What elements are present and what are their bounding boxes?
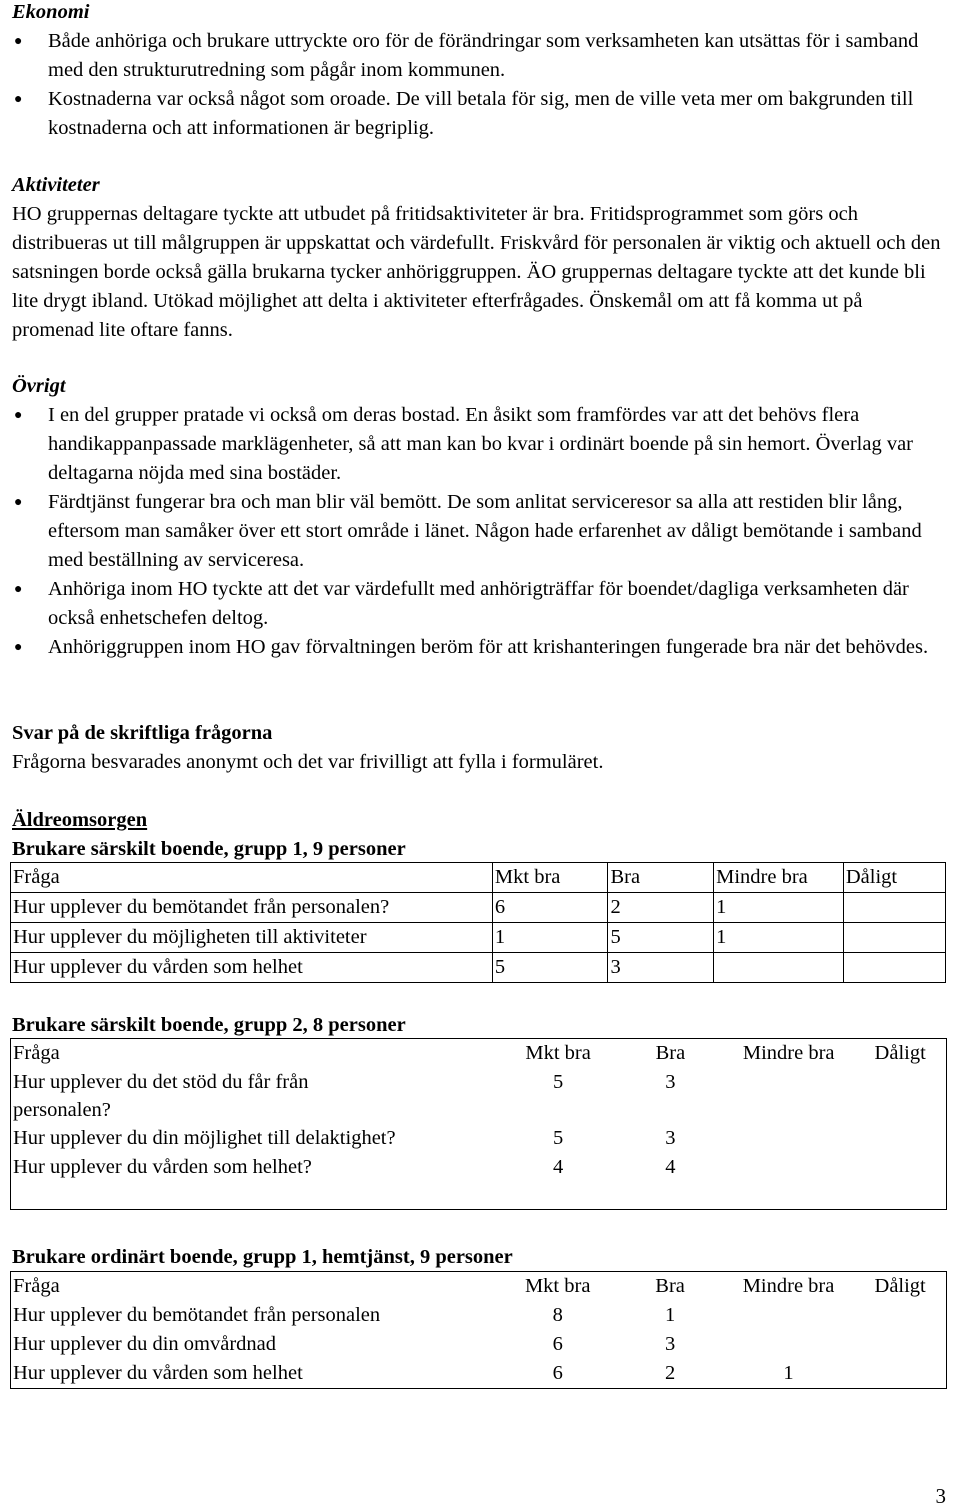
table-cell: Hur upplever du bemötandet från personalen	[13, 1304, 381, 1326]
table-cell	[714, 953, 844, 983]
table-cell: 1	[783, 1362, 794, 1384]
table-cell: 5	[553, 1127, 564, 1149]
table-cell: 6	[552, 1362, 563, 1384]
column-header: Mindre bra	[742, 1275, 835, 1297]
aktiviteter-paragraph: HO gruppernas deltagare tyckte att utbudet på fritidsaktiviteter är bra. Fritidsprogrammet som görs och distribueras ut till målgruppen är uppskattat och värdefullt. Friskvård för personalen är viktig och aktuell och den satsningen borde också gälla brukarna tycker anhöriggruppen. ÄO gruppernas deltagare tyckte att det kunde bli lite drygt ibland. Utökad möjlighet att delta i aktiviteter efterfrågades. Önskemål om att få komma ut på promenad lite oftare fanns.	[12, 203, 941, 341]
bullet-icon: ●	[14, 640, 23, 655]
table-header-row	[11, 1272, 947, 1302]
group-title: Brukare ordinärt boende, grupp 1, hemtjänst, 9 personer	[12, 1246, 513, 1268]
table-cell: 5	[608, 923, 714, 953]
table-cell: 5	[553, 1071, 564, 1093]
group-title: Brukare särskilt boende, grupp 2, 8 personer	[12, 1014, 406, 1036]
table-cell: Hur upplever du bemötandet från personalen?	[11, 893, 493, 923]
list-item: ● I en del grupper pratade vi också om deras bostad. En åsikt som framfördes var att det behövs flera handikappanpassade marklägenheter, så att man kan bo kvar i ordinärt boende på sin hemort. Överlag var deltagarna nöjda med sina bostäder.	[12, 401, 948, 488]
table-cell: Hur upplever du din omvårdnad	[13, 1333, 277, 1355]
column-header: Mindre bra	[742, 1042, 835, 1064]
bullet-icon: ●	[14, 495, 23, 510]
table-cell: Hur upplever du din möjlighet till delaktighet?	[13, 1127, 396, 1149]
survey-table-2	[10, 1038, 947, 1210]
table-row	[11, 1068, 947, 1124]
table-row	[11, 1153, 947, 1210]
list-item: ● Anhöriggruppen inom HO gav förvaltningen beröm för att krishanteringen fungerade bra när det behövdes.	[12, 633, 948, 662]
table-row	[11, 1330, 947, 1359]
column-header: Bra	[655, 1275, 685, 1297]
table-cell	[852, 1330, 946, 1359]
table-cell: Hur upplever du möjligheten till aktiviteter	[11, 923, 493, 953]
table-cell	[852, 1068, 946, 1124]
column-header: Bra	[608, 863, 714, 893]
list-item: ● Både anhöriga och brukare uttryckte oro för de förändringar som verksamheten kan utsättas för i samband med den strukturutredning som pågår inom kommunen.	[12, 27, 948, 85]
table-cell	[723, 1301, 852, 1330]
table-cell: 1	[664, 1304, 676, 1326]
bullet-icon: ●	[14, 582, 23, 597]
table-cell	[723, 1153, 852, 1210]
table-row	[11, 953, 946, 983]
column-header: Bra	[655, 1042, 686, 1064]
table-cell: 1	[714, 923, 844, 953]
table-cell: 4	[553, 1156, 564, 1178]
table-cell: 6	[492, 893, 608, 923]
section-heading-skriftliga: Svar på de skriftliga frågorna	[12, 722, 273, 744]
page-number: 3	[935, 1484, 946, 1508]
table-cell: 2	[608, 893, 714, 923]
table-cell	[723, 1330, 852, 1359]
table-cell: Hur upplever du det stöd du får från personalen?	[13, 1071, 309, 1121]
group-title: Brukare särskilt boende, grupp 1, 9 personer	[12, 838, 406, 860]
table-cell: 3	[608, 953, 714, 983]
column-header: Fråga	[13, 1275, 60, 1297]
table-row	[11, 1359, 947, 1389]
table-cell: 3	[664, 1333, 676, 1355]
column-header: Fråga	[13, 1042, 60, 1064]
table-header-row	[11, 1039, 947, 1069]
table-cell: 4	[665, 1156, 676, 1178]
table-cell: 8	[552, 1304, 563, 1326]
skriftliga-paragraph: Frågorna besvarades anonymt och det var frivilligt att fylla i formuläret.	[12, 751, 604, 773]
column-header: Dåligt	[843, 863, 945, 893]
table-cell: Hur upplever du vården som helhet	[11, 953, 493, 983]
table-cell: Hur upplever du vården som helhet	[13, 1362, 303, 1384]
table-cell: 1	[492, 923, 608, 953]
survey-table-3	[10, 1271, 947, 1389]
column-header: Dåligt	[874, 1042, 926, 1064]
table-cell	[843, 893, 945, 923]
list-item: ● Färdtjänst fungerar bra och man blir väl bemött. De som anlitat serviceresor sa alla att restiden blir lång, eftersom man samåker över ett stort område i länet. Någon hade erfarenhet av dåligt bemötande i samband med beställning av serviceresa.	[12, 488, 948, 575]
list-item: ● Kostnaderna var också något som oroade. De vill betala för sig, men de ville veta mer om bakgrunden till kostnaderna och att informationen är begriplig.	[12, 85, 948, 143]
survey-table-1	[10, 862, 946, 983]
column-header: Fråga	[11, 863, 493, 893]
table-header-row	[11, 863, 946, 893]
column-header: Mkt bra	[525, 1042, 591, 1064]
column-header: Mkt bra	[492, 863, 608, 893]
table-cell: 3	[665, 1127, 676, 1149]
column-header: Dåligt	[874, 1275, 926, 1297]
table-row	[11, 893, 946, 923]
table-cell	[852, 1301, 946, 1330]
table-cell	[852, 1153, 946, 1210]
table-cell: Hur upplever du vården som helhet?	[13, 1156, 312, 1178]
section-heading-ovrigt: Övrigt	[12, 375, 66, 397]
table-cell	[843, 953, 945, 983]
table-cell: 3	[665, 1071, 676, 1093]
section-heading-ekonomi: Ekonomi	[12, 1, 90, 23]
table-cell	[723, 1068, 852, 1124]
table-cell	[843, 923, 945, 953]
table-cell	[852, 1124, 946, 1153]
ekonomi-list	[12, 27, 948, 143]
bullet-icon: ●	[14, 92, 23, 107]
table-row	[11, 923, 946, 953]
column-header: Mkt bra	[524, 1275, 591, 1297]
table-cell: 1	[714, 893, 844, 923]
table-cell: 6	[552, 1333, 563, 1355]
section-heading-aktiviteter: Aktiviteter	[12, 174, 100, 196]
table-row	[11, 1124, 947, 1153]
table-cell	[723, 1124, 852, 1153]
ovrigt-list	[12, 401, 948, 662]
bullet-icon: ●	[14, 408, 23, 423]
table-cell: 5	[492, 953, 608, 983]
table-cell: 2	[664, 1362, 676, 1384]
table-row	[11, 1301, 947, 1330]
list-item: ● Anhöriga inom HO tyckte att det var värdefullt med anhörigträffar för boendet/dagliga verksamheten där också enhetschefen deltog.	[12, 575, 948, 633]
column-header: Mindre bra	[714, 863, 844, 893]
bullet-icon: ●	[14, 34, 23, 49]
table-cell	[852, 1359, 946, 1389]
section-heading-aldreomsorgen: Äldreomsorgen	[12, 809, 148, 831]
